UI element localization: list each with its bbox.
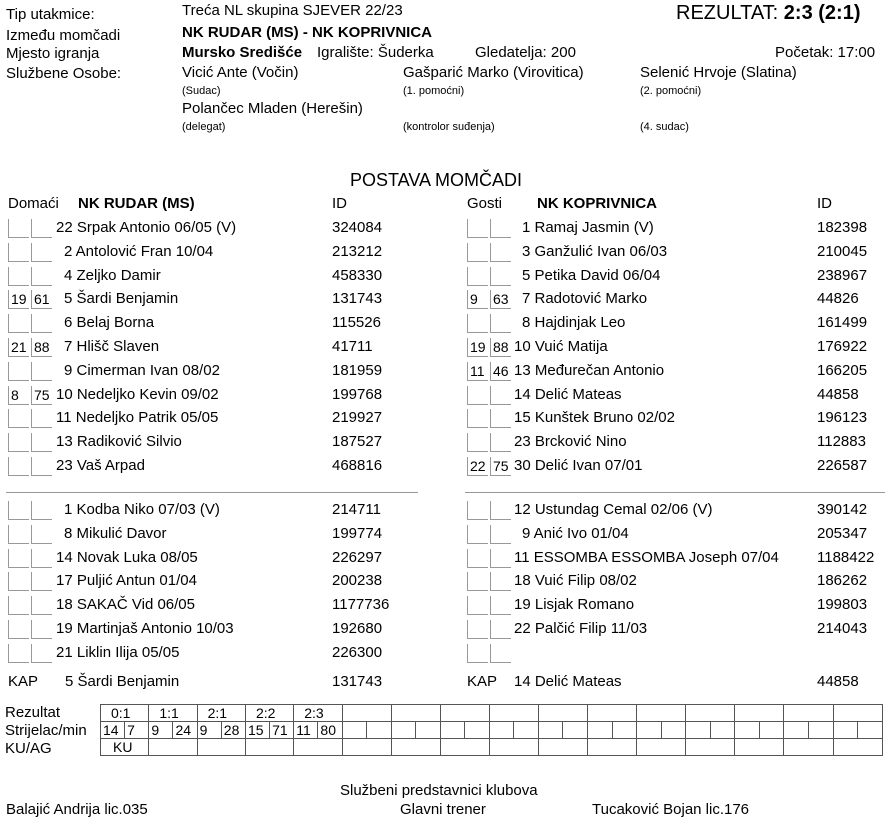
player-id: 44826 [817, 290, 859, 308]
scorer-cell [759, 722, 784, 739]
minute-box-in: 9 [467, 290, 488, 309]
scorer-cell [489, 722, 514, 739]
minute-box-out: 75 [31, 386, 52, 405]
minute-box-in [467, 549, 488, 568]
minute-box-in [8, 362, 29, 381]
official-role: (2. pomoćni) [640, 85, 702, 97]
minute-box-in [467, 243, 488, 262]
official-name: Vicić Ante (Vočin) [182, 64, 299, 81]
player-name: 23 Vaš Arpad [56, 457, 145, 474]
minute-box-in [467, 572, 488, 591]
score-cell [588, 705, 637, 722]
scorer-cell [833, 722, 858, 739]
scorer-cell: 28 [221, 722, 245, 739]
home-kap-label: KAP [8, 673, 39, 690]
player-name: 1 Kodba Niko 07/03 (V) [64, 501, 220, 518]
scorer-cell: 14 [101, 722, 125, 739]
kuag-cell [588, 739, 637, 756]
scorer-cell [367, 722, 392, 739]
result-table [100, 704, 883, 756]
player-name: 10 Vuić Matija [514, 338, 608, 355]
player-id: 200238 [332, 572, 383, 590]
minute-box-out [490, 409, 511, 428]
player-id: 112883 [817, 433, 866, 451]
minute-box-in [8, 644, 29, 663]
scorer-cell [612, 722, 637, 739]
player-name: 22 Palčić Filip 11/03 [514, 620, 648, 637]
player-name: 6 Belaj Borna [64, 314, 155, 332]
minute-box-in [8, 314, 29, 333]
minute-box-in [467, 433, 488, 452]
player-name: 7 Radotović Marko [522, 290, 648, 308]
scorer-cell: 9 [197, 722, 221, 739]
kuag-cell [391, 739, 440, 756]
sluzbene-label: Službene Osobe: [6, 65, 122, 82]
postava-title: POSTAVA MOMČADI [350, 170, 523, 190]
player-name: 11 Nedeljko Patrik 05/05 [56, 409, 219, 427]
player-name: 1 Ramaj Jasmin (V) [522, 219, 654, 236]
minute-box-in [467, 620, 488, 639]
kuag-cell [342, 739, 391, 756]
score-cell [735, 705, 784, 722]
player-id: 131743 [332, 290, 383, 308]
player-id: 199774 [332, 524, 383, 542]
scorer-cell: 80 [318, 722, 342, 739]
player-id: 115526 [332, 314, 381, 332]
minute-box-in: 8 [8, 386, 29, 405]
player-id: 161499 [817, 314, 868, 332]
minute-box-out [31, 362, 52, 381]
home-side-label: Domaći [8, 195, 59, 212]
official-role: (1. pomoćni) [403, 85, 465, 97]
mjesto-value: Mursko Središće [182, 44, 303, 61]
tip-value: Treća NL skupina SJEVER 22/23 [182, 2, 403, 19]
kuag-cell [294, 739, 342, 756]
minute-box-out [31, 314, 52, 333]
igraliste: Igralište: Šuderka [317, 44, 434, 61]
player-name: 13 Radiković Silvio [56, 433, 182, 451]
minute-box-out [31, 267, 52, 286]
minute-box-out: 46 [490, 362, 511, 381]
scorer-cell [858, 722, 883, 739]
minute-box-in: 22 [467, 457, 488, 476]
izmedu-label: Između momčadi [6, 27, 121, 44]
player-id: 182398 [817, 219, 868, 236]
score-cell: 2:1 [197, 705, 245, 722]
minute-box-out [490, 433, 511, 452]
player-name: 18 Vuić Filip 08/02 [514, 572, 637, 590]
score-cell [342, 705, 391, 722]
player-id: 199768 [332, 385, 383, 403]
player-name: 9 Anić Ivo 01/04 [522, 524, 629, 542]
player-name: 15 Kunštek Bruno 02/02 [514, 409, 675, 427]
minute-box-in: 11 [467, 362, 488, 381]
player-name: 9 Cimerman Ivan 08/02 [64, 361, 220, 379]
official-name: Gašparić Marko (Virovitica) [403, 64, 584, 81]
player-name: 14 Novak Luka 08/05 [56, 548, 198, 566]
minute-box-out: 75 [490, 457, 511, 476]
player-id: 214711 [332, 501, 381, 518]
kuag-cell [197, 739, 245, 756]
scorer-cell [735, 722, 760, 739]
score-cell [784, 705, 833, 722]
score-cell [686, 705, 735, 722]
score-cell [833, 705, 883, 722]
scorer-cell [661, 722, 686, 739]
player-name: 8 Mikulić Davor [64, 524, 167, 542]
minute-box-in [8, 267, 29, 286]
match-teams: NK RUDAR (MS) - NK KOPRIVNICA [182, 24, 432, 41]
player-id: 468816 [332, 457, 383, 474]
official-role: (kontrolor suđenja) [403, 121, 495, 133]
scorer-cell [440, 722, 465, 739]
official-role: (Sudac) [182, 85, 221, 97]
minute-box-in [467, 501, 488, 520]
scorer-cell [710, 722, 735, 739]
scorer-cell [808, 722, 833, 739]
home-kap-id: 131743 [332, 673, 383, 690]
minute-box-in [467, 596, 488, 615]
player-id: 226300 [332, 643, 383, 661]
kuag-cell [440, 739, 489, 756]
player-id: 213212 [332, 242, 383, 260]
player-name: 19 Martinjaš Antonio 10/03 [56, 620, 234, 637]
player-id: 196123 [817, 409, 868, 427]
score-cell: 1:1 [149, 705, 197, 722]
rezultat-label: REZULTAT: [676, 2, 779, 24]
minute-box-out [490, 243, 511, 262]
away-kap-player: 14 Delić Mateas [514, 673, 622, 690]
minute-box-out [490, 549, 511, 568]
player-name: 13 Međurečan Antonio [514, 361, 665, 379]
official-name: Selenić Hrvoje (Slatina) [640, 64, 797, 81]
kuag-cell [538, 739, 587, 756]
scorer-cell [563, 722, 588, 739]
player-id: 324084 [332, 219, 383, 236]
player-name: 4 Zeljko Damir [64, 266, 161, 284]
footer-right: Tucaković Bojan lic.176 [592, 801, 750, 818]
player-id: 44858 [817, 385, 859, 403]
player-id: 219927 [332, 409, 383, 427]
minute-box-in [8, 433, 29, 452]
player-name: 12 Ustundag Cemal 02/06 (V) [514, 501, 713, 518]
scorer-cell [416, 722, 441, 739]
kuag-row-label: KU/AG [5, 740, 52, 757]
player-id: 1188422 [817, 548, 875, 566]
scorer-cell: 9 [149, 722, 173, 739]
player-name: 21 Liklin Ilija 05/05 [56, 643, 180, 661]
minute-box-out: 61 [31, 290, 52, 309]
player-id: 458330 [332, 266, 383, 284]
minute-box-in: 21 [8, 338, 29, 357]
minute-box-out [31, 501, 52, 520]
player-name: 2 Antolović Fran 10/04 [64, 242, 214, 260]
minute-box-out [490, 219, 511, 238]
player-name: 18 SAKAČ Vid 06/05 [56, 596, 195, 614]
scorer-cell: 24 [173, 722, 197, 739]
minute-box-out: 88 [490, 338, 511, 357]
player-id: 176922 [817, 338, 868, 355]
minute-box-in [467, 409, 488, 428]
minute-box-out [490, 620, 511, 639]
away-id-label: ID [817, 195, 832, 212]
minute-box-in [8, 572, 29, 591]
rezultat [676, 2, 861, 25]
home-kap-player: 5 Šardi Benjamin [65, 673, 180, 690]
minute-box-out [31, 596, 52, 615]
footer-center: Glavni trener [400, 801, 486, 818]
scorer-cell: 15 [245, 722, 269, 739]
minute-box-out [490, 572, 511, 591]
tip-label: Tip utakmice: [6, 6, 95, 23]
score-cell [391, 705, 440, 722]
minute-box-out [31, 433, 52, 452]
player-id: 166205 [817, 361, 868, 379]
minute-box-out [490, 314, 511, 333]
score-cell [440, 705, 489, 722]
minute-box-in: 19 [8, 290, 29, 309]
footer-left: Balajić Andrija lic.035 [6, 801, 148, 818]
player-id: 1177736 [332, 596, 390, 614]
minute-box-in [8, 457, 29, 476]
score-cell: 2:3 [294, 705, 342, 722]
player-name: 5 Šardi Benjamin [64, 290, 179, 308]
scorer-cell [342, 722, 367, 739]
scorer-cell [391, 722, 416, 739]
away-side-label: Gosti [467, 195, 503, 212]
rezultat-row-label: Rezultat [5, 704, 61, 721]
minute-box-out [490, 386, 511, 405]
player-name: 19 Lisjak Romano [514, 596, 635, 614]
minute-box-out [31, 219, 52, 238]
minute-box-in [8, 219, 29, 238]
minute-box-in [467, 267, 488, 286]
home-id-label: ID [332, 195, 347, 212]
player-id: 41711 [332, 338, 373, 355]
minute-box-in [467, 314, 488, 333]
player-id: 181959 [332, 361, 383, 379]
away-team-name: NK KOPRIVNICA [537, 195, 658, 212]
kuag-cell [489, 739, 538, 756]
minute-box-in [8, 409, 29, 428]
minute-box-in [467, 386, 488, 405]
minute-box-out [490, 501, 511, 520]
minute-box-out [31, 644, 52, 663]
minute-box-out [31, 620, 52, 639]
mjesto-label: Mjesto igranja [6, 45, 100, 62]
player-id: 390142 [817, 501, 868, 518]
minute-box-out [31, 525, 52, 544]
minute-box-in [8, 596, 29, 615]
minute-box-in [467, 644, 488, 663]
scorer-cell: 11 [294, 722, 318, 739]
minute-box-in [8, 620, 29, 639]
minute-box-out [31, 243, 52, 262]
player-id: 210045 [817, 242, 868, 260]
scorer-cell [686, 722, 711, 739]
player-name: 10 Nedeljko Kevin 09/02 [56, 385, 219, 403]
player-name: 30 Delić Ivan 07/01 [514, 457, 643, 474]
player-name: 7 Hlišč Slaven [64, 338, 160, 355]
player-id: 226297 [332, 548, 383, 566]
away-divider [465, 492, 885, 493]
player-id: 192680 [332, 620, 383, 637]
minute-box-in [467, 525, 488, 544]
minute-box-in [8, 525, 29, 544]
away-kap-id: 44858 [817, 673, 859, 690]
player-name: 8 Hajdinjak Leo [522, 314, 626, 332]
player-name: 11 ESSOMBA ESSOMBA Joseph 07/04 [514, 548, 779, 566]
scorer-cell: 7 [125, 722, 149, 739]
minute-box-in [467, 219, 488, 238]
footer-title: Službeni predstavnici klubova [340, 782, 538, 799]
minute-box-out [31, 572, 52, 591]
player-name: 22 Srpak Antonio 06/05 (V) [56, 219, 237, 236]
player-name: 5 Petika David 06/04 [522, 266, 661, 284]
scorer-cell [784, 722, 809, 739]
kuag-cell: KU [101, 739, 149, 756]
kuag-cell [245, 739, 293, 756]
scorer-cell: 71 [270, 722, 294, 739]
player-id: 187527 [332, 433, 383, 451]
minute-box-out [31, 549, 52, 568]
kuag-cell [735, 739, 784, 756]
minute-box-in [8, 243, 29, 262]
official-role: (4. sudac) [640, 121, 689, 133]
minute-box-in: 19 [467, 338, 488, 357]
scorer-cell [538, 722, 563, 739]
score-cell [538, 705, 587, 722]
player-name: 3 Ganžulić Ivan 06/03 [522, 242, 668, 260]
score-cell [637, 705, 686, 722]
pocetak: Početak: 17:00 [775, 44, 876, 61]
player-name: 23 Brcković Nino [514, 433, 627, 451]
player-id: 238967 [817, 266, 868, 284]
rezultat-value: 2:3 (2:1) [783, 2, 861, 24]
minute-box-out [490, 267, 511, 286]
scorer-cell [637, 722, 662, 739]
player-id: 199803 [817, 596, 868, 614]
minute-box-in [8, 501, 29, 520]
kuag-cell [833, 739, 883, 756]
scorer-cell [588, 722, 613, 739]
player-name: 14 Delić Mateas [514, 385, 622, 403]
strijelac-row-label: Strijelac/min [5, 722, 87, 739]
home-divider [6, 492, 418, 493]
player-name: 17 Puljić Antun 01/04 [56, 572, 197, 590]
score-cell: 0:1 [101, 705, 149, 722]
minute-box-out [31, 409, 52, 428]
kuag-cell [149, 739, 197, 756]
player-id: 214043 [817, 620, 868, 637]
minute-box-out [490, 525, 511, 544]
player-id: 186262 [817, 572, 868, 590]
scorer-cell [514, 722, 539, 739]
kuag-cell [637, 739, 686, 756]
minute-box-out: 88 [31, 338, 52, 357]
minute-box-out: 63 [490, 290, 511, 309]
score-cell: 2:2 [245, 705, 293, 722]
away-kap-label: KAP [467, 673, 498, 690]
official-name: Polančec Mladen (Herešin) [182, 100, 363, 117]
scorer-cell [465, 722, 490, 739]
minute-box-out [490, 644, 511, 663]
minute-box-in [8, 549, 29, 568]
kuag-cell [784, 739, 833, 756]
home-team-name: NK RUDAR (MS) [78, 195, 195, 212]
player-id: 226587 [817, 457, 868, 474]
player-id: 205347 [817, 524, 868, 542]
gledatelja: Gledatelja: 200 [475, 44, 576, 61]
score-cell [489, 705, 538, 722]
kuag-cell [686, 739, 735, 756]
minute-box-out [31, 457, 52, 476]
official-role: (delegat) [182, 121, 226, 133]
minute-box-out [490, 596, 511, 615]
